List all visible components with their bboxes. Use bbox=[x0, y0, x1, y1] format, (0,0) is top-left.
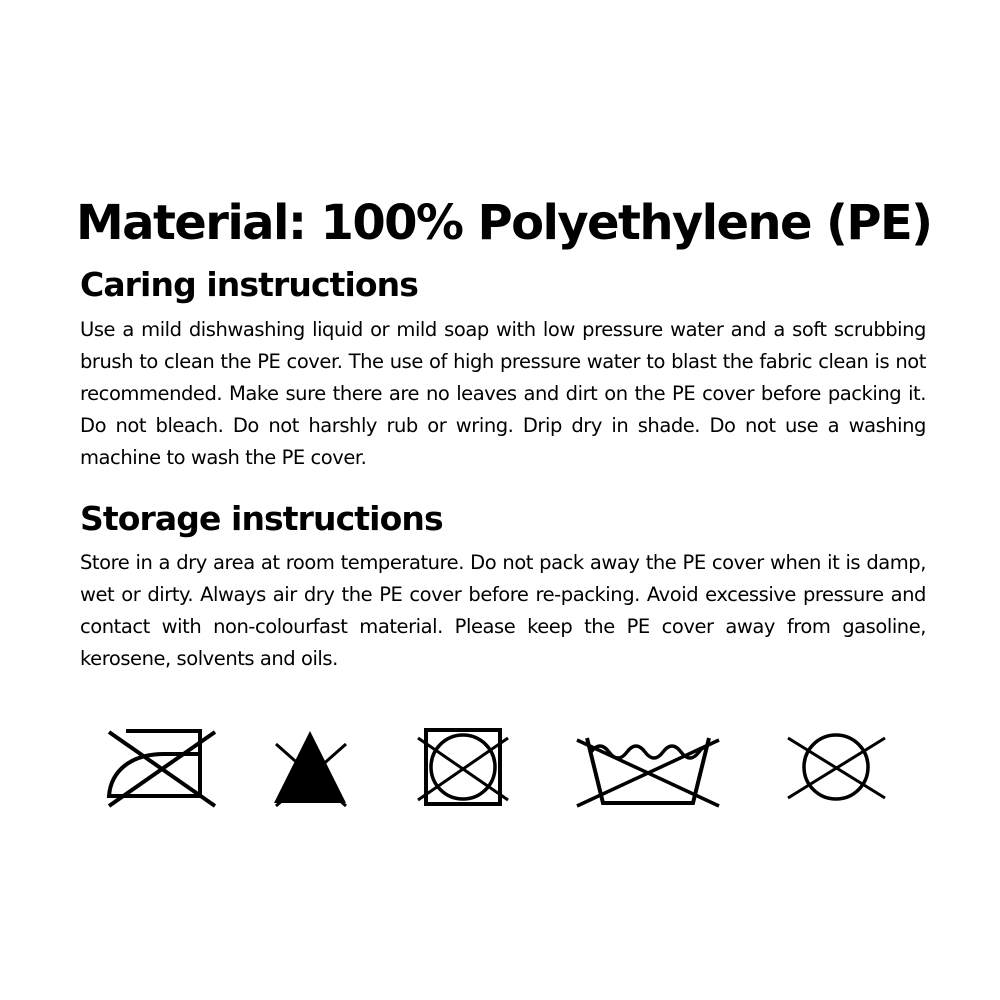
caring-instructions-text bbox=[80, 314, 926, 474]
care-symbols-row bbox=[0, 720, 1000, 820]
caring-instructions-heading: Caring instructions bbox=[80, 265, 419, 304]
caring-line: Do not bleach. Do not harshly rub or wring. Drip dry in shade. Do not use a washing bbox=[80, 414, 926, 437]
caring-line: machine to wash the PE cover. bbox=[80, 446, 367, 469]
storage-line: kerosene, solvents and oils. bbox=[80, 647, 338, 670]
caring-line: Use a mild dishwashing liquid or mild soap with low pressure water and a soft scrubbing bbox=[80, 318, 926, 341]
do-not-bleach-icon bbox=[270, 720, 350, 810]
do-not-iron-icon bbox=[104, 720, 220, 810]
storage-instructions-heading: Storage instructions bbox=[80, 499, 443, 538]
storage-line: wet or dirty. Always air dry the PE cover before re-packing. Avoid excessive pressure and bbox=[80, 583, 926, 606]
do-not-wash-icon bbox=[573, 720, 729, 810]
storage-instructions-text bbox=[80, 547, 926, 675]
do-not-dry-clean-icon bbox=[785, 720, 889, 810]
storage-line: Store in a dry area at room temperature. Do not pack away the PE cover when it is damp, bbox=[80, 551, 926, 574]
do-not-tumble-dry-icon bbox=[414, 720, 514, 810]
page-title: Material: 100% Polyethylene (PE) bbox=[76, 195, 932, 251]
storage-line: contact with non-colourfast material. Please keep the PE cover away from gasoline, bbox=[80, 615, 926, 638]
caring-line: recommended. Make sure there are no leaves and dirt on the PE cover before packing it. bbox=[80, 382, 926, 405]
caring-line: brush to clean the PE cover. The use of high pressure water to blast the fabric clean is not bbox=[80, 350, 926, 373]
